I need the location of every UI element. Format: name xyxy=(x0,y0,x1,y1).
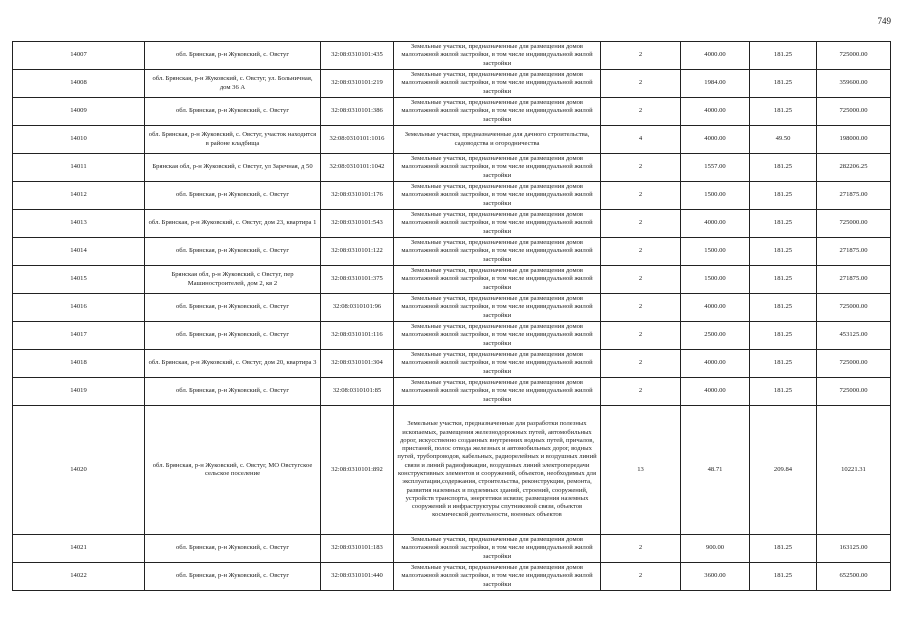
address-cell: обл. Брянская, р-н Жуковский, с. Овстуг, дом 20, квартира 3 xyxy=(145,350,321,378)
cadastral-value-cell: 271875.00 xyxy=(817,238,891,266)
cadastral-value-cell: 453125.00 xyxy=(817,322,891,350)
area-cell: 2500.00 xyxy=(681,322,750,350)
specific-value-cell: 181.25 xyxy=(750,378,817,406)
group-cell: 2 xyxy=(601,98,681,126)
address-cell: обл. Брянская, р-н Жуковский, с. Овстуг xyxy=(145,322,321,350)
address-cell: обл. Брянская, р-н Жуковский, с. Овстуг xyxy=(145,535,321,563)
address-cell: обл. Брянская, р-н Жуковский, с. Овстуг xyxy=(145,98,321,126)
cadastral-number-cell: 32:08:0310101:892 xyxy=(321,406,394,535)
area-cell: 4000.00 xyxy=(681,210,750,238)
land-use-cell: Земельные участки, предназначенные для размещения домов малоэтажной жилой застройки, в том числе индивидуальной жилой застройки xyxy=(394,98,601,126)
row-number-cell: 14014 xyxy=(13,238,145,266)
cadastral-number-cell: 32:08:0310101:304 xyxy=(321,350,394,378)
land-use-cell: Земельные участки, предназначенные для размещения домов малоэтажной жилой застройки, в том числе индивидуальной жилой застройки xyxy=(394,322,601,350)
address-cell: Брянская обл, р-н Жуковский, с Овстуг, ул Заречная, д 50 xyxy=(145,154,321,182)
group-cell: 2 xyxy=(601,535,681,563)
row-number-cell: 14013 xyxy=(13,210,145,238)
cadastral-value-cell: 652500.00 xyxy=(817,563,891,591)
group-cell: 4 xyxy=(601,126,681,154)
cadastral-number-cell: 32:08:0310101:543 xyxy=(321,210,394,238)
area-cell: 4000.00 xyxy=(681,42,750,70)
row-number-cell: 14019 xyxy=(13,378,145,406)
cadastral-number-cell: 32:08:0310101:183 xyxy=(321,535,394,563)
cadastral-value-cell: 725000.00 xyxy=(817,210,891,238)
address-cell: обл. Брянская, р-н Жуковский, с. Овстуг, МО Овстугское сельское поселение xyxy=(145,406,321,535)
area-cell: 1557.00 xyxy=(681,154,750,182)
cadastral-value-cell: 10221.31 xyxy=(817,406,891,535)
table-row xyxy=(13,98,891,126)
cadastral-number-cell: 32:08:0310101:386 xyxy=(321,98,394,126)
table-row xyxy=(13,182,891,210)
table-row xyxy=(13,378,891,406)
table-row xyxy=(13,294,891,322)
area-cell: 48.71 xyxy=(681,406,750,535)
page-number: 749 xyxy=(877,16,891,26)
group-cell: 2 xyxy=(601,563,681,591)
table-body xyxy=(13,42,891,591)
cadastral-value-cell: 725000.00 xyxy=(817,378,891,406)
table-row xyxy=(13,70,891,98)
row-number-cell: 14018 xyxy=(13,350,145,378)
area-cell: 1500.00 xyxy=(681,182,750,210)
specific-value-cell: 181.25 xyxy=(750,535,817,563)
row-number-cell: 14021 xyxy=(13,535,145,563)
area-cell: 1500.00 xyxy=(681,238,750,266)
address-cell: обл. Брянская, р-н Жуковский, с. Овстуг xyxy=(145,563,321,591)
cadastral-value-cell: 271875.00 xyxy=(817,182,891,210)
land-use-cell: Земельные участки, предназначенные для размещения домов малоэтажной жилой застройки, в том числе индивидуальной жилой застройки xyxy=(394,563,601,591)
row-number-cell: 14020 xyxy=(13,406,145,535)
cadastral-value-cell: 725000.00 xyxy=(817,42,891,70)
land-use-cell: Земельные участки, предназначенные для размещения домов малоэтажной жилой застройки, в том числе индивидуальной жилой застройки xyxy=(394,266,601,294)
cadastral-number-cell: 32:08:0310101:1016 xyxy=(321,126,394,154)
group-cell: 2 xyxy=(601,42,681,70)
specific-value-cell: 181.25 xyxy=(750,182,817,210)
group-cell: 2 xyxy=(601,266,681,294)
area-cell: 1984.00 xyxy=(681,70,750,98)
cadastral-value-cell: 725000.00 xyxy=(817,98,891,126)
table-row xyxy=(13,126,891,154)
land-use-cell: Земельные участки, предназначенные для размещения домов малоэтажной жилой застройки, в том числе индивидуальной жилой застройки xyxy=(394,42,601,70)
group-cell: 2 xyxy=(601,154,681,182)
group-cell: 2 xyxy=(601,322,681,350)
area-cell: 4000.00 xyxy=(681,350,750,378)
specific-value-cell: 181.25 xyxy=(750,70,817,98)
cadastral-value-cell: 725000.00 xyxy=(817,350,891,378)
land-use-cell: Земельные участки, предназначенные для размещения домов малоэтажной жилой застройки, в том числе индивидуальной жилой застройки xyxy=(394,70,601,98)
cadastral-number-cell: 32:08:0310101:85 xyxy=(321,378,394,406)
table-row xyxy=(13,42,891,70)
area-cell: 4000.00 xyxy=(681,294,750,322)
table-row xyxy=(13,238,891,266)
address-cell: обл. Брянская, р-н Жуковский, с. Овстуг, дом 23, квартира 1 xyxy=(145,210,321,238)
land-use-cell: Земельные участки, предназначенные для размещения домов малоэтажной жилой застройки, в том числе индивидуальной жилой застройки xyxy=(394,154,601,182)
address-cell: обл. Брянская, р-н Жуковский, с. Овстуг, участок находится в районе кладбища xyxy=(145,126,321,154)
group-cell: 2 xyxy=(601,238,681,266)
specific-value-cell: 181.25 xyxy=(750,98,817,126)
cadastral-number-cell: 32:08:0310101:440 xyxy=(321,563,394,591)
area-cell: 900.00 xyxy=(681,535,750,563)
cadastral-number-cell: 32:08:0310101:219 xyxy=(321,70,394,98)
row-number-cell: 14017 xyxy=(13,322,145,350)
specific-value-cell: 181.25 xyxy=(750,350,817,378)
table-row xyxy=(13,563,891,591)
specific-value-cell: 181.25 xyxy=(750,154,817,182)
land-use-cell: Земельные участки, предназначенные для разработки полезных ископаемых, размещения железнодорожных путей, автомобильных дорог, искусственно созданных внутренних водных путей, причалов, пристаней, полос отвода железных и автомобильных дорог, водных путей, трубопроводов, кабельных, радиорелейных и воздушных линий связи и линий радиофикации, воздушных линий электропередачи конструктивных элементов и сооружений, объектов, необходимых для эксплуатации,содержания, строительства, реконструкции, ремонта, развития наземных и подземных зданий, строений, сооружений, устройств транспорта, энергетики исвязи; размещения наземных сооружений и инфраструктуры спутниковой связи, объектов космической деятельности, военных объектов xyxy=(394,406,601,535)
address-cell: обл. Брянская, р-н Жуковский, с. Овстуг xyxy=(145,238,321,266)
cadastral-number-cell: 32:08:0310101:176 xyxy=(321,182,394,210)
cadastral-number-cell: 32:08:0310101:1042 xyxy=(321,154,394,182)
group-cell: 2 xyxy=(601,378,681,406)
specific-value-cell: 181.25 xyxy=(750,210,817,238)
row-number-cell: 14015 xyxy=(13,266,145,294)
address-cell: Брянская обл, р-н Жуковский, с Овстуг, пер Машиностроителей, дом 2, кв 2 xyxy=(145,266,321,294)
cadastral-value-cell: 359600.00 xyxy=(817,70,891,98)
area-cell: 4000.00 xyxy=(681,378,750,406)
cadastral-value-cell: 282206.25 xyxy=(817,154,891,182)
specific-value-cell: 181.25 xyxy=(750,266,817,294)
row-number-cell: 14016 xyxy=(13,294,145,322)
row-number-cell: 14022 xyxy=(13,563,145,591)
land-use-cell: Земельные участки, предназначенные для размещения домов малоэтажной жилой застройки, в том числе индивидуальной жилой застройки xyxy=(394,182,601,210)
cadastral-number-cell: 32:08:0310101:116 xyxy=(321,322,394,350)
area-cell: 1500.00 xyxy=(681,266,750,294)
land-use-cell: Земельные участки, предназначенные для дачного строительства, садоводства и огородничества xyxy=(394,126,601,154)
address-cell: обл. Брянская, р-н Жуковский, с. Овстуг xyxy=(145,182,321,210)
group-cell: 13 xyxy=(601,406,681,535)
address-cell: обл. Брянская, р-н Жуковский, с. Овстуг, ул. Больничная, дом 36 А xyxy=(145,70,321,98)
specific-value-cell: 49.50 xyxy=(750,126,817,154)
cadastral-value-cell: 163125.00 xyxy=(817,535,891,563)
specific-value-cell: 181.25 xyxy=(750,322,817,350)
group-cell: 2 xyxy=(601,70,681,98)
cadastral-value-table xyxy=(12,41,891,591)
row-number-cell: 14012 xyxy=(13,182,145,210)
cadastral-value-cell: 725000.00 xyxy=(817,294,891,322)
specific-value-cell: 181.25 xyxy=(750,294,817,322)
row-number-cell: 14008 xyxy=(13,70,145,98)
address-cell: обл. Брянская, р-н Жуковский, с. Овстуг xyxy=(145,42,321,70)
cadastral-value-cell: 271875.00 xyxy=(817,266,891,294)
land-use-cell: Земельные участки, предназначенные для размещения домов малоэтажной жилой застройки, в том числе индивидуальной жилой застройки xyxy=(394,535,601,563)
land-use-cell: Земельные участки, предназначенные для размещения домов малоэтажной жилой застройки, в том числе индивидуальной жилой застройки xyxy=(394,378,601,406)
table-row xyxy=(13,406,891,535)
area-cell: 4000.00 xyxy=(681,98,750,126)
cadastral-number-cell: 32:08:0310101:375 xyxy=(321,266,394,294)
land-use-cell: Земельные участки, предназначенные для размещения домов малоэтажной жилой застройки, в том числе индивидуальной жилой застройки xyxy=(394,210,601,238)
cadastral-number-cell: 32:08:0310101:435 xyxy=(321,42,394,70)
area-cell: 3600.00 xyxy=(681,563,750,591)
table-row xyxy=(13,350,891,378)
cadastral-value-cell: 198000.00 xyxy=(817,126,891,154)
row-number-cell: 14011 xyxy=(13,154,145,182)
land-use-cell: Земельные участки, предназначенные для размещения домов малоэтажной жилой застройки, в том числе индивидуальной жилой застройки xyxy=(394,350,601,378)
table-row xyxy=(13,322,891,350)
specific-value-cell: 181.25 xyxy=(750,563,817,591)
row-number-cell: 14010 xyxy=(13,126,145,154)
table-row xyxy=(13,266,891,294)
address-cell: обл. Брянская, р-н Жуковский, с. Овстуг xyxy=(145,378,321,406)
group-cell: 2 xyxy=(601,182,681,210)
specific-value-cell: 181.25 xyxy=(750,42,817,70)
cadastral-number-cell: 32:08:0310101:122 xyxy=(321,238,394,266)
group-cell: 2 xyxy=(601,210,681,238)
specific-value-cell: 181.25 xyxy=(750,238,817,266)
cadastral-number-cell: 32:08:0310101:96 xyxy=(321,294,394,322)
row-number-cell: 14007 xyxy=(13,42,145,70)
land-use-cell: Земельные участки, предназначенные для размещения домов малоэтажной жилой застройки, в том числе индивидуальной жилой застройки xyxy=(394,294,601,322)
area-cell: 4000.00 xyxy=(681,126,750,154)
table-row xyxy=(13,210,891,238)
group-cell: 2 xyxy=(601,350,681,378)
group-cell: 2 xyxy=(601,294,681,322)
specific-value-cell: 209.84 xyxy=(750,406,817,535)
address-cell: обл. Брянская, р-н Жуковский, с. Овстуг xyxy=(145,294,321,322)
table-row xyxy=(13,154,891,182)
land-use-cell: Земельные участки, предназначенные для размещения домов малоэтажной жилой застройки, в том числе индивидуальной жилой застройки xyxy=(394,238,601,266)
row-number-cell: 14009 xyxy=(13,98,145,126)
table-row xyxy=(13,535,891,563)
